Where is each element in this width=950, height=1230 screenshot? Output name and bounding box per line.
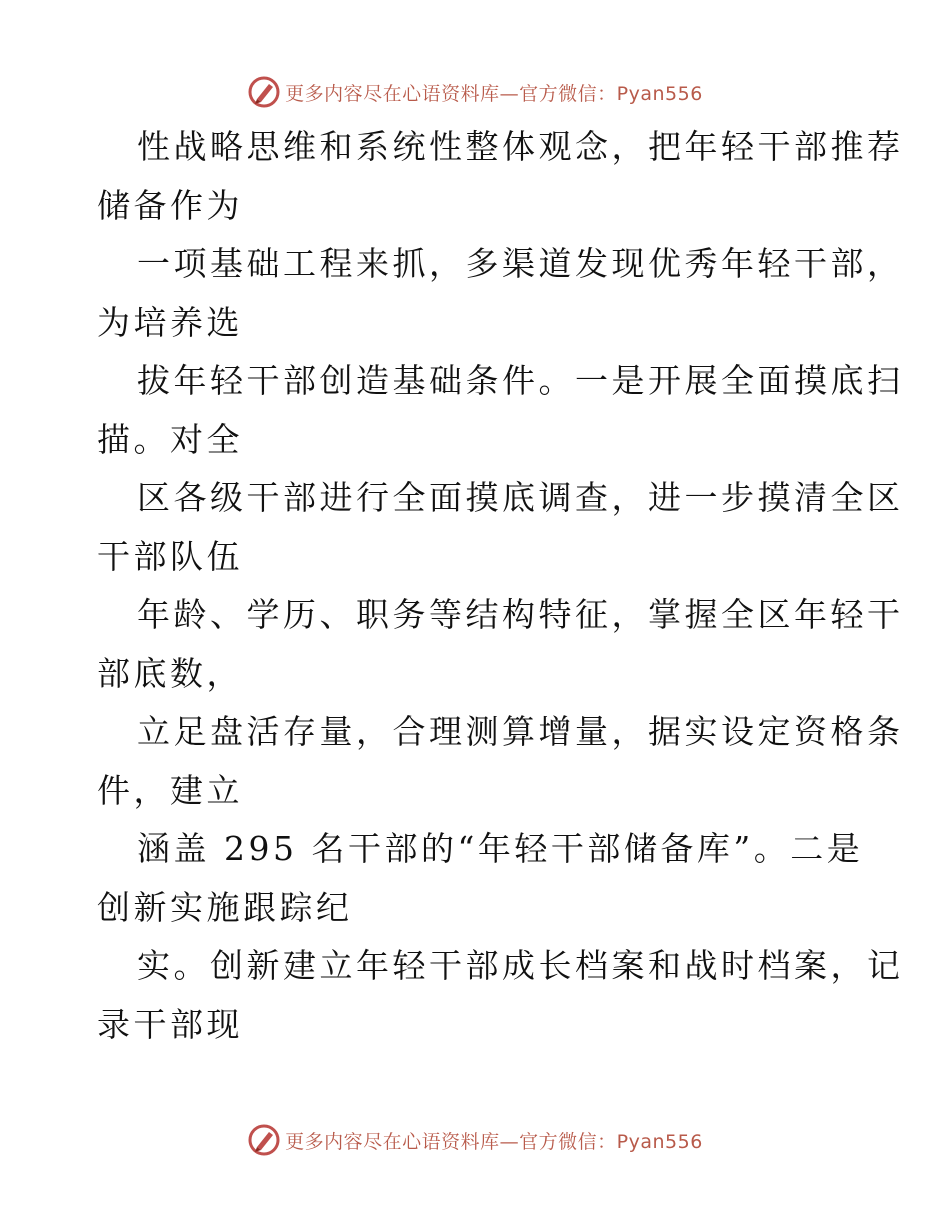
watermark-wechat-id: Pyan556 [616, 1130, 703, 1153]
watermark-wechat-id: Pyan556 [616, 82, 703, 105]
body-text-line: 创新实施跟踪纪 [97, 887, 353, 927]
watermark-text: 更多内容尽在心语资料库—官方微信： [285, 1130, 617, 1153]
body-text-line: 为培养选 [97, 302, 243, 342]
body-text-line: 年龄、学历、职务等结构特征，掌握全区年轻干 [137, 595, 904, 634]
body-text-line: 立足盘活存量，合理测算增量，据实设定资格条 [137, 712, 904, 751]
header-watermark [0, 72, 950, 112]
document-body [97, 118, 904, 1054]
footer-watermark [0, 1120, 950, 1160]
pen-logo-icon [247, 1123, 281, 1157]
body-text-line: 储备作为 [97, 185, 243, 225]
watermark-text: 更多内容尽在心语资料库—官方微信： [285, 82, 617, 105]
pen-logo-icon [247, 75, 281, 109]
body-text-line: 涵盖 295 名干部的“年轻干部储备库”。二是 [137, 829, 864, 868]
body-text-line: 录干部现 [97, 1004, 243, 1044]
body-text-line: 部底数， [97, 653, 243, 693]
body-text-line: 性战略思维和系统性整体观念，把年轻干部推荐 [137, 127, 904, 166]
body-text-line: 区各级干部进行全面摸底调查，进一步摸清全区 [137, 478, 904, 517]
body-text-line: 实。创新建立年轻干部成长档案和战时档案，记 [137, 946, 904, 985]
body-text-line: 拔年轻干部创造基础条件。一是开展全面摸底扫 [137, 361, 904, 400]
body-text-line: 件，建立 [97, 770, 243, 810]
body-text-line: 一项基础工程来抓，多渠道发现优秀年轻干部， [137, 244, 904, 283]
body-text-line: 干部队伍 [97, 536, 243, 576]
body-text-line: 描。对全 [97, 419, 243, 459]
